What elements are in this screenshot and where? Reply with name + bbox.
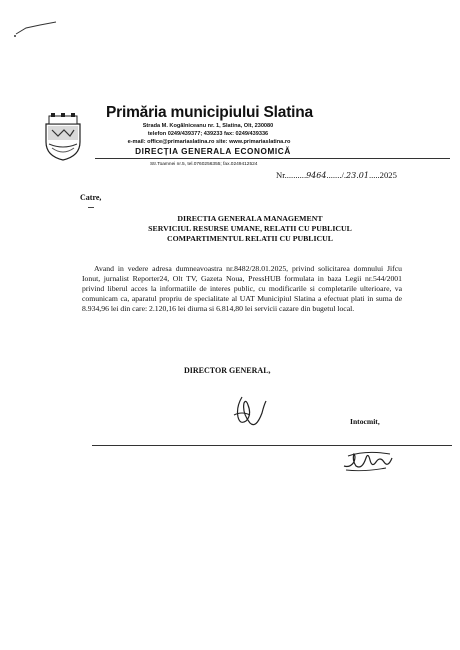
recipient-salutation: Catre, — [80, 193, 102, 202]
city-crest-icon — [40, 112, 86, 162]
registration-year: .2025 — [377, 170, 397, 180]
address-street: Strada M. Kogălniceanu nr. 1, Slatina, Olt, 230080 — [142, 123, 274, 129]
registration-number-handwritten: 9464 — [306, 171, 327, 180]
institution-name: Primăria municipiului Slatina — [106, 104, 313, 121]
department-name: DIRECȚIA GENERALA ECONOMICĂ — [135, 147, 291, 156]
footer-divider — [92, 445, 452, 446]
body-paragraph: Avand in vedere adresa dumneavoastra nr.8482/28.01.2025, privind solicitarea domnului Jifcu Ionut, jurnalist Reporter24, Olt TV, Gazeta Noua, PressHUB formulata in baza Legii nr.544/2001 privind liberul acces la informatiile de interes public, cu modificarile si completarile ulterioare, va comunicam ca, aparatul propriu de specialitate al UAT Municipiul Slatina a efectuat plati in suma de 8.934,96 lei din care: 2.120,16 lei diurna si 6.814,80 lei servicii cazare din bugetul local. — [82, 264, 402, 314]
recipient-line-3: COMPARTIMENTUL RELATII CU PUBLICUL — [166, 234, 333, 243]
registration-number: Nr..........9464......./.23.01.....2025 — [276, 170, 397, 180]
address-email: e-mail: office@primariaslatina.ro site: www.primariaslatina.ro — [127, 139, 291, 145]
recipient-line-1: DIRECTIA GENERALA MANAGEMENT — [177, 214, 323, 223]
header-divider — [95, 158, 450, 159]
prepared-by-label: Intocmit, — [350, 417, 380, 426]
registration-date-handwritten: 23.01 — [346, 171, 369, 180]
address-phone: telefon 0249/439377; 439233 fax: 0249/439336 — [147, 131, 269, 137]
registration-prefix: Nr. — [276, 170, 287, 180]
preparer-signature — [340, 446, 398, 474]
scan-mark — [12, 14, 62, 40]
recipient-line-2: SERVICIUL RESURSE UMANE, RELATII CU PUBLICUL — [148, 224, 352, 233]
director-title: DIRECTOR GENERAL, — [184, 366, 271, 375]
department-contact: Str.Toamnei nr.5, tel.0760256355; fax.0249412524 — [150, 162, 258, 167]
letter-body — [82, 264, 402, 314]
director-signature — [228, 393, 270, 431]
dash-mark — [88, 207, 94, 208]
